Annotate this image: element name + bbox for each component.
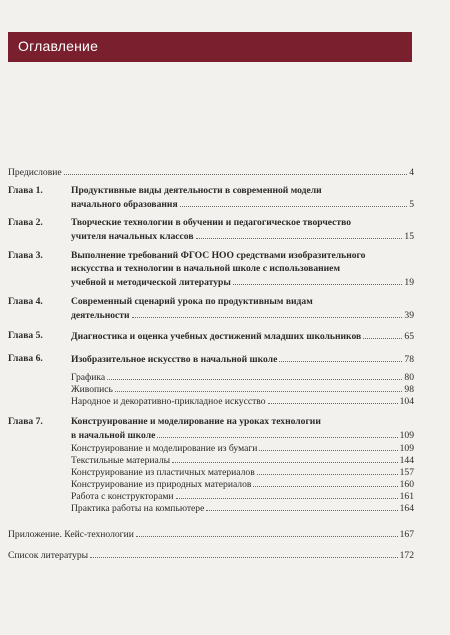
- preface-label: Предисловие: [8, 167, 62, 178]
- chapter-line: [71, 309, 414, 322]
- chapter-line: [71, 330, 414, 343]
- chapter-title: Творческие технологии в обучении и педагогическое творчество: [71, 217, 352, 228]
- section-label: Конструирование из природных материалов: [71, 479, 252, 490]
- chapter-number-label: Глава 4.: [8, 296, 43, 307]
- chapter-page-number: 5: [409, 199, 414, 210]
- section-leader-dots: [259, 442, 397, 451]
- chapter-page-number: 78: [404, 354, 414, 365]
- chapter-title: Продуктивные виды деятельности в современной модели: [71, 185, 322, 196]
- section-page-number: 161: [399, 491, 414, 502]
- chapter-label: учителя начальных классов: [71, 231, 194, 242]
- chapter-line: [71, 353, 414, 366]
- bibliography-label: Список литературы: [8, 550, 89, 561]
- chapter-page-number: 19: [404, 277, 414, 288]
- chapter-line: [71, 198, 414, 211]
- chapter-label: Диагностика и оценка учебных достижений младших школьников: [71, 331, 362, 342]
- chapter-label: учебной и методической литературы: [71, 277, 231, 288]
- section-leader-dots: [172, 454, 397, 463]
- chapter-label: Изобразительное искусство в начальной школе: [71, 354, 278, 365]
- section-label: Конструирование из пластичных материалов: [71, 467, 255, 478]
- section-label: Текстильные материалы: [71, 455, 171, 466]
- chapter-number-label: Глава 2.: [8, 217, 43, 228]
- chapter-leader-dots: [180, 198, 408, 207]
- section-leader-dots: [257, 466, 398, 475]
- chapter-leader-dots: [233, 276, 403, 285]
- chapter-line: [71, 429, 414, 442]
- section-line: [71, 395, 414, 408]
- appendix-label: Приложение. Кейс-технологии: [8, 529, 134, 540]
- chapter-page-number: 15: [404, 231, 414, 242]
- chapter-leader-dots: [363, 330, 402, 339]
- chapter-number-label: Глава 1.: [8, 185, 43, 196]
- section-page-number: 80: [404, 372, 414, 383]
- section-page-number: 160: [399, 479, 414, 490]
- chapter-title: Выполнение требований ФГОС НОО средствами изобразительного: [71, 250, 366, 261]
- section-page-number: 157: [399, 467, 414, 478]
- section-line: [71, 502, 414, 515]
- chapter-number-label: Глава 7.: [8, 416, 43, 427]
- section-page-number: 144: [399, 455, 414, 466]
- chapter-label: деятельности: [71, 310, 130, 321]
- chapter-label: в начальной школе: [71, 430, 156, 441]
- bibliography-leader-dots: [90, 549, 398, 558]
- chapter-number-label: Глава 5.: [8, 330, 43, 341]
- chapter-leader-dots: [196, 230, 403, 239]
- page-title: Оглавление: [18, 38, 99, 54]
- section-label: Практика работы на компьютере: [71, 503, 205, 514]
- section-label: Работа с конструкторами: [71, 491, 174, 502]
- section-page-number: 164: [399, 503, 414, 514]
- chapter-number-label: Глава 3.: [8, 250, 43, 261]
- preface-page-number: 4: [409, 167, 414, 178]
- section-leader-dots: [206, 502, 397, 511]
- section-leader-dots: [107, 371, 402, 380]
- chapter-leader-dots: [157, 429, 397, 438]
- chapter-page-number: 109: [399, 430, 414, 441]
- chapter-line: [71, 276, 414, 289]
- section-leader-dots: [176, 490, 398, 499]
- chapter-title: Современный сценарий урока по продуктивным видам: [71, 296, 313, 307]
- chapter-page-number: 65: [404, 331, 414, 342]
- preface-leader-dots: [64, 166, 408, 175]
- section-page-number: 98: [404, 384, 414, 395]
- chapter-number-label: Глава 6.: [8, 353, 43, 364]
- section-page-number: 104: [399, 396, 414, 407]
- preface-line: [8, 166, 414, 179]
- section-label: Живопись: [71, 384, 113, 395]
- section-label: Графика: [71, 372, 106, 383]
- chapter-line: [71, 230, 414, 243]
- appendix-line: [8, 528, 414, 541]
- chapter-leader-dots: [279, 353, 402, 362]
- chapter-label: начального образования: [71, 199, 178, 210]
- chapter-title: Конструирование и моделирование на уроках технологии: [71, 416, 321, 427]
- section-leader-dots: [253, 478, 397, 487]
- section-page-number: 109: [399, 443, 414, 454]
- section-leader-dots: [115, 383, 403, 392]
- appendix-page-number: 167: [399, 529, 414, 540]
- section-leader-dots: [268, 395, 398, 404]
- appendix-leader-dots: [136, 528, 398, 537]
- bibliography-line: [8, 549, 414, 562]
- header-bar: [8, 32, 412, 62]
- bibliography-page-number: 172: [399, 550, 414, 561]
- section-label: Народное и декоративно-прикладное искусство: [71, 396, 266, 407]
- chapter-title: искусства и технологии в начальной школе с использованием: [71, 263, 340, 274]
- chapter-page-number: 39: [404, 310, 414, 321]
- chapter-leader-dots: [132, 309, 403, 318]
- section-label: Конструирование и моделирование из бумаги: [71, 443, 258, 454]
